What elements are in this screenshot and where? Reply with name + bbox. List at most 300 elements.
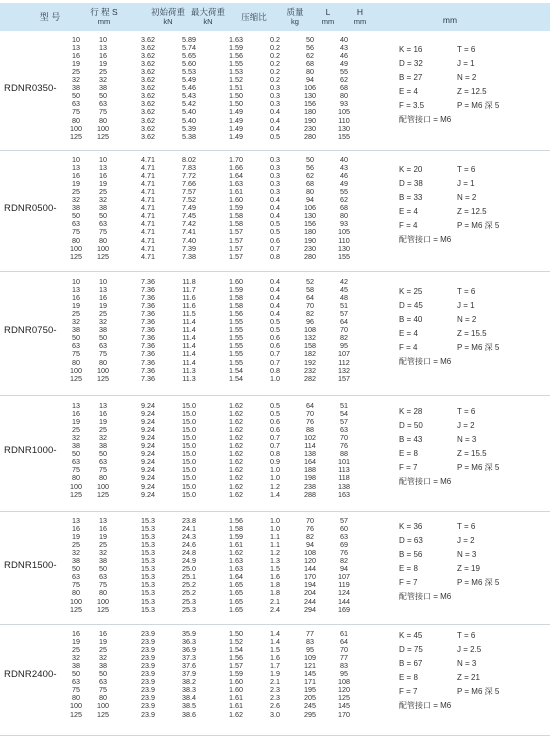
cell-initial-load: 3.62 — [141, 51, 155, 61]
cell-model-stroke: 63 — [72, 457, 80, 467]
cell-max-load: 11.3 — [182, 365, 196, 375]
cell-mass: 0.2 — [270, 51, 280, 61]
cell-compression-ratio: 1.54 — [229, 365, 243, 375]
cell-h: 94 — [340, 564, 348, 574]
cell-mass: 1.0 — [270, 373, 280, 383]
cell-stroke: 38 — [99, 556, 107, 566]
param-left: B = 43 — [399, 435, 423, 445]
cell-max-load: 15.0 — [182, 489, 196, 499]
param-left: D = 45 — [399, 301, 423, 311]
cell-stroke: 125 — [97, 131, 109, 141]
cell-mass: 0.4 — [270, 107, 280, 117]
cell-l: 294 — [304, 604, 316, 614]
cell-model-stroke: 75 — [72, 465, 80, 475]
cell-compression-ratio: 1.60 — [229, 677, 243, 687]
cell-l: 182 — [304, 349, 316, 359]
cell-stroke: 19 — [99, 59, 107, 69]
cell-mass: 1.8 — [270, 588, 280, 598]
cell-l: 121 — [304, 661, 316, 671]
cell-initial-load: 15.3 — [141, 604, 155, 614]
cell-h: 110 — [338, 115, 350, 125]
cell-h: 46 — [340, 51, 348, 61]
cell-initial-load: 7.36 — [141, 293, 155, 303]
cell-max-load: 11.4 — [182, 325, 196, 335]
cell-h: 93 — [340, 219, 348, 229]
cell-initial-load: 3.62 — [141, 83, 155, 93]
cell-model-stroke: 25 — [72, 645, 80, 655]
cell-l: 50 — [306, 155, 314, 164]
cell-model-stroke: 16 — [72, 524, 80, 534]
cell-stroke: 16 — [99, 51, 107, 61]
cell-max-load: 7.38 — [182, 251, 196, 261]
cell-compression-ratio: 1.62 — [229, 449, 243, 459]
param-right: Z = 12.5 — [457, 207, 487, 217]
cell-stroke: 13 — [99, 401, 107, 410]
cell-mass: 0.5 — [270, 409, 280, 419]
cell-model-stroke: 10 — [72, 35, 80, 44]
cell-initial-load: 4.71 — [141, 155, 155, 164]
cell-l: 62 — [306, 171, 314, 181]
param-right: Z = 15.5 — [457, 449, 487, 459]
cell-mass: 1.1 — [270, 532, 280, 542]
cell-compression-ratio: 1.61 — [229, 187, 243, 197]
param-row — [399, 405, 549, 419]
cell-l: 138 — [304, 449, 316, 459]
cell-max-load: 24.9 — [182, 556, 196, 566]
cell-stroke: 10 — [99, 155, 107, 164]
cell-compression-ratio: 1.70 — [229, 155, 243, 164]
param-right: P = M6 深 5 — [457, 578, 500, 588]
cell-l: 56 — [306, 163, 314, 173]
param-left: F = 4 — [399, 343, 418, 353]
cell-compression-ratio: 1.53 — [229, 67, 243, 77]
series-block — [0, 627, 550, 736]
cell-model-stroke: 19 — [72, 301, 80, 311]
cell-l: 108 — [304, 548, 316, 558]
cell-h: 101 — [338, 457, 350, 467]
param-row — [399, 520, 549, 534]
cell-max-load: 23.8 — [182, 516, 196, 525]
cell-l: 232 — [304, 365, 316, 375]
cell-h: 46 — [340, 171, 348, 181]
cell-compression-ratio: 1.66 — [229, 163, 243, 173]
cell-stroke: 16 — [99, 293, 107, 303]
cell-model-stroke: 16 — [72, 629, 80, 638]
param-left: D = 38 — [399, 179, 423, 189]
table-header — [0, 3, 550, 31]
cell-stroke: 100 — [97, 243, 109, 253]
header-l: L mm — [321, 7, 335, 26]
cell-model-stroke: 16 — [72, 409, 80, 419]
cell-l: 244 — [304, 596, 316, 606]
cell-model-stroke: 25 — [72, 540, 80, 550]
cell-stroke: 13 — [99, 163, 107, 173]
cell-model-stroke: 19 — [72, 417, 80, 427]
cell-stroke: 32 — [99, 195, 107, 205]
cell-initial-load: 15.3 — [141, 572, 155, 582]
cell-l: 106 — [304, 203, 316, 213]
cell-max-load: 8.02 — [182, 155, 196, 164]
cell-l: 144 — [304, 564, 316, 574]
cell-h: 76 — [340, 548, 348, 558]
cell-max-load: 15.0 — [182, 457, 196, 467]
cell-max-load: 11.4 — [182, 333, 196, 343]
cell-mass: 0.3 — [270, 179, 280, 189]
cell-compression-ratio: 1.64 — [229, 572, 243, 582]
cell-h: 55 — [340, 67, 348, 77]
cell-compression-ratio: 1.50 — [229, 99, 243, 109]
param-left: E = 4 — [399, 329, 418, 339]
cell-max-load: 7.49 — [182, 203, 196, 213]
cell-mass: 0.2 — [270, 43, 280, 53]
cell-initial-load: 3.62 — [141, 123, 155, 133]
param-row — [399, 534, 549, 548]
cell-model-stroke: 75 — [72, 227, 80, 237]
cell-mass: 0.8 — [270, 449, 280, 459]
cell-stroke: 125 — [97, 489, 109, 499]
cell-mass: 3.0 — [270, 709, 280, 719]
cell-l: 245 — [304, 701, 316, 711]
cell-mass: 0.4 — [270, 301, 280, 311]
cell-mass: 0.5 — [270, 227, 280, 237]
cell-model-stroke: 100 — [70, 243, 82, 253]
cell-compression-ratio: 1.60 — [229, 685, 243, 695]
cell-max-load: 7.45 — [182, 211, 196, 221]
cell-max-load: 25.3 — [182, 596, 196, 606]
cell-initial-load: 7.36 — [141, 349, 155, 359]
param-left: E = 8 — [399, 673, 418, 683]
cell-model-stroke: 100 — [70, 596, 82, 606]
table-row — [0, 709, 350, 719]
cell-mass: 0.9 — [270, 457, 280, 467]
cell-initial-load: 4.71 — [141, 219, 155, 229]
cell-h: 105 — [338, 107, 350, 117]
cell-initial-load: 3.62 — [141, 99, 155, 109]
header-compression-ratio: 压缩比 — [241, 12, 267, 22]
cell-model-stroke: 16 — [72, 293, 80, 303]
param-left: E = 4 — [399, 207, 418, 217]
param-right: T = 6 — [457, 407, 476, 417]
cell-compression-ratio: 1.65 — [229, 596, 243, 606]
cell-mass: 0.5 — [270, 325, 280, 335]
cell-l: 77 — [306, 629, 314, 638]
cell-stroke: 25 — [99, 645, 107, 655]
param-row — [399, 177, 549, 191]
param-right: T = 6 — [457, 522, 476, 532]
cell-model-stroke: 32 — [72, 75, 80, 85]
cell-initial-load: 4.71 — [141, 211, 155, 221]
cell-initial-load: 4.71 — [141, 195, 155, 205]
cell-mass: 1.2 — [270, 481, 280, 491]
cell-stroke: 25 — [99, 67, 107, 77]
cell-max-load: 38.5 — [182, 701, 196, 711]
cell-compression-ratio: 1.56 — [229, 516, 243, 525]
cell-l: 68 — [306, 59, 314, 69]
cell-model-stroke: 32 — [72, 195, 80, 205]
cell-initial-load: 7.36 — [141, 357, 155, 367]
cell-compression-ratio: 1.57 — [229, 661, 243, 671]
cell-model-stroke: 19 — [72, 59, 80, 69]
cell-h: 63 — [340, 425, 348, 435]
cell-max-load: 11.8 — [182, 277, 196, 286]
series-block — [0, 399, 550, 512]
cell-model-stroke: 80 — [72, 357, 80, 367]
cell-h: 48 — [340, 293, 348, 303]
cell-model-stroke: 13 — [72, 43, 80, 53]
cell-model-stroke: 100 — [70, 123, 82, 133]
cell-max-load: 38.6 — [182, 709, 196, 719]
cell-l: 198 — [304, 473, 316, 483]
cell-initial-load: 7.36 — [141, 309, 155, 319]
cell-initial-load: 3.62 — [141, 131, 155, 141]
cell-l: 70 — [306, 409, 314, 419]
cell-mass: 0.5 — [270, 401, 280, 410]
model-label: RDNR1000- — [4, 445, 57, 457]
cell-h: 40 — [340, 155, 348, 164]
cell-mass: 0.3 — [270, 163, 280, 173]
cell-initial-load: 23.9 — [141, 661, 155, 671]
cell-mass: 0.4 — [270, 211, 280, 221]
cell-mass: 0.6 — [270, 341, 280, 351]
cell-initial-load: 15.3 — [141, 524, 155, 534]
cell-initial-load: 9.24 — [141, 433, 155, 443]
cell-max-load: 7.83 — [182, 163, 196, 173]
cell-max-load: 15.0 — [182, 449, 196, 459]
param-right: N = 2 — [457, 193, 477, 203]
cell-mass: 1.5 — [270, 564, 280, 574]
cell-stroke: 19 — [99, 179, 107, 189]
param-row — [399, 219, 549, 233]
cell-max-load: 11.4 — [182, 317, 196, 327]
cell-stroke: 125 — [97, 373, 109, 383]
cell-h: 51 — [340, 301, 348, 311]
cell-mass: 1.0 — [270, 516, 280, 525]
param-left: D = 32 — [399, 59, 423, 69]
cell-compression-ratio: 1.51 — [229, 83, 243, 93]
cell-h: 155 — [338, 131, 350, 141]
cell-compression-ratio: 1.49 — [229, 115, 243, 125]
cell-h: 45 — [340, 285, 348, 295]
cell-compression-ratio: 1.55 — [229, 357, 243, 367]
cell-max-load: 5.60 — [182, 59, 196, 69]
cell-model-stroke: 125 — [70, 251, 82, 261]
cell-compression-ratio: 1.55 — [229, 349, 243, 359]
cell-stroke: 19 — [99, 637, 107, 647]
cell-compression-ratio: 1.59 — [229, 669, 243, 679]
cell-max-load: 5.74 — [182, 43, 196, 53]
cell-h: 64 — [340, 637, 348, 647]
cell-max-load: 11.6 — [182, 301, 196, 311]
cell-l: 205 — [304, 693, 316, 703]
cell-mass: 0.2 — [270, 75, 280, 85]
cell-mass: 0.6 — [270, 235, 280, 245]
cell-compression-ratio: 1.55 — [229, 317, 243, 327]
cell-l: 230 — [304, 243, 316, 253]
cell-initial-load: 23.9 — [141, 645, 155, 655]
cell-stroke: 75 — [99, 349, 107, 359]
cell-mass: 1.0 — [270, 465, 280, 475]
cell-mass: 0.4 — [270, 115, 280, 125]
cell-compression-ratio: 1.56 — [229, 653, 243, 663]
cell-h: 118 — [338, 473, 350, 483]
cell-h: 107 — [338, 572, 350, 582]
param-left: K = 36 — [399, 522, 423, 532]
cell-stroke: 32 — [99, 548, 107, 558]
cell-max-load: 24.8 — [182, 548, 196, 558]
cell-stroke: 25 — [99, 309, 107, 319]
cell-model-stroke: 19 — [72, 179, 80, 189]
cell-h: 77 — [340, 653, 348, 663]
cell-h: 70 — [340, 645, 348, 655]
series-block — [0, 514, 550, 625]
cell-max-load: 7.57 — [182, 187, 196, 197]
cell-compression-ratio: 1.55 — [229, 341, 243, 351]
cell-model-stroke: 38 — [72, 203, 80, 213]
cell-compression-ratio: 1.49 — [229, 107, 243, 117]
cell-max-load: 25.2 — [182, 588, 196, 598]
param-right: N = 2 — [457, 73, 477, 83]
cell-initial-load: 23.9 — [141, 685, 155, 695]
param-row — [399, 191, 549, 205]
cell-l: 156 — [304, 219, 316, 229]
cell-initial-load: 9.24 — [141, 481, 155, 491]
cell-model-stroke: 80 — [72, 693, 80, 703]
cell-model-stroke: 16 — [72, 171, 80, 181]
cell-stroke: 75 — [99, 465, 107, 475]
cell-initial-load: 23.9 — [141, 653, 155, 663]
cell-l: 56 — [306, 43, 314, 53]
cell-model-stroke: 80 — [72, 473, 80, 483]
cell-stroke: 25 — [99, 187, 107, 197]
param-left: F = 4 — [399, 221, 418, 231]
cell-model-stroke: 75 — [72, 685, 80, 695]
param-left: D = 63 — [399, 536, 423, 546]
cell-compression-ratio: 1.57 — [229, 235, 243, 245]
cell-initial-load: 4.71 — [141, 227, 155, 237]
cell-l: 80 — [306, 67, 314, 77]
cell-initial-load: 4.71 — [141, 235, 155, 245]
cell-mass: 0.3 — [270, 91, 280, 101]
cell-mass: 0.4 — [270, 195, 280, 205]
param-row — [399, 562, 549, 576]
cell-l: 164 — [304, 457, 316, 467]
cell-h: 49 — [340, 179, 348, 189]
param-left: B = 27 — [399, 73, 423, 83]
cell-stroke: 125 — [97, 251, 109, 261]
cell-mass: 2.3 — [270, 685, 280, 695]
cell-h: 93 — [340, 99, 348, 109]
cell-model-stroke: 50 — [72, 211, 80, 221]
cell-initial-load: 3.62 — [141, 75, 155, 85]
cell-initial-load: 7.36 — [141, 333, 155, 343]
cell-model-stroke: 13 — [72, 163, 80, 173]
cell-initial-load: 23.9 — [141, 709, 155, 719]
param-right: T = 6 — [457, 287, 476, 297]
cell-mass: 0.4 — [270, 203, 280, 213]
cell-stroke: 80 — [99, 357, 107, 367]
cell-compression-ratio: 1.62 — [229, 465, 243, 475]
model-label: RDNR0750- — [4, 325, 57, 337]
cell-l: 282 — [304, 373, 316, 383]
cell-initial-load: 15.3 — [141, 588, 155, 598]
cell-stroke: 32 — [99, 317, 107, 327]
cell-model-stroke: 80 — [72, 588, 80, 598]
param-left: K = 28 — [399, 407, 423, 417]
cell-compression-ratio: 1.58 — [229, 524, 243, 534]
param-left: K = 16 — [399, 45, 423, 55]
cell-max-load: 38.2 — [182, 677, 196, 687]
cell-model-stroke: 100 — [70, 701, 82, 711]
cell-stroke: 75 — [99, 107, 107, 117]
cell-max-load: 5.89 — [182, 35, 196, 44]
header-initial-load: 初始荷重 kN — [150, 7, 185, 26]
cell-max-load: 25.3 — [182, 604, 196, 614]
dimension-params — [399, 163, 549, 247]
cell-mass: 1.6 — [270, 653, 280, 663]
cell-l: 68 — [306, 179, 314, 189]
cell-compression-ratio: 1.52 — [229, 75, 243, 85]
cell-l: 82 — [306, 532, 314, 542]
param-left: B = 40 — [399, 315, 423, 325]
cell-stroke: 16 — [99, 629, 107, 638]
cell-model-stroke: 125 — [70, 131, 82, 141]
cell-initial-load: 23.9 — [141, 629, 155, 638]
cell-stroke: 80 — [99, 235, 107, 245]
cell-l: 114 — [304, 441, 316, 451]
cell-h: 40 — [340, 35, 348, 44]
param-left: E = 8 — [399, 449, 418, 459]
param-left: B = 33 — [399, 193, 423, 203]
cell-stroke: 75 — [99, 227, 107, 237]
param-right: P = M6 深 5 — [457, 101, 500, 111]
cell-mass: 1.6 — [270, 572, 280, 582]
cell-mass: 1.5 — [270, 645, 280, 655]
cell-h: 138 — [338, 481, 350, 491]
cell-model-stroke: 50 — [72, 91, 80, 101]
cell-l: 192 — [304, 357, 316, 367]
cell-h: 60 — [340, 524, 348, 534]
param-right: P = M6 深 5 — [457, 221, 500, 231]
cell-stroke: 16 — [99, 409, 107, 419]
param-right: J = 2 — [457, 536, 475, 546]
cell-compression-ratio: 1.65 — [229, 604, 243, 614]
cell-l: 158 — [304, 341, 316, 351]
cell-compression-ratio: 1.55 — [229, 59, 243, 69]
cell-initial-load: 7.36 — [141, 285, 155, 295]
cell-l: 102 — [304, 433, 316, 443]
cell-max-load: 11.7 — [182, 285, 196, 295]
cell-compression-ratio: 1.63 — [229, 35, 243, 44]
cell-compression-ratio: 1.50 — [229, 91, 243, 101]
cell-l: 94 — [306, 540, 314, 550]
pipe-port-label: 配管接口 = M6 — [399, 235, 452, 245]
cell-l: 88 — [306, 425, 314, 435]
param-right: Z = 12.5 — [457, 87, 487, 97]
param-right: J = 2 — [457, 421, 475, 431]
cell-model-stroke: 63 — [72, 341, 80, 351]
cell-mass: 0.8 — [270, 251, 280, 261]
cell-max-load: 36.9 — [182, 645, 196, 655]
param-row — [399, 657, 549, 671]
cell-h: 51 — [340, 401, 348, 410]
cell-compression-ratio: 1.56 — [229, 309, 243, 319]
cell-mass: 0.6 — [270, 333, 280, 343]
cell-max-load: 11.5 — [182, 309, 196, 319]
header-max-load: 最大荷重 kN — [190, 7, 225, 26]
param-row — [399, 341, 549, 355]
cell-initial-load: 15.3 — [141, 532, 155, 542]
cell-l: 230 — [304, 123, 316, 133]
